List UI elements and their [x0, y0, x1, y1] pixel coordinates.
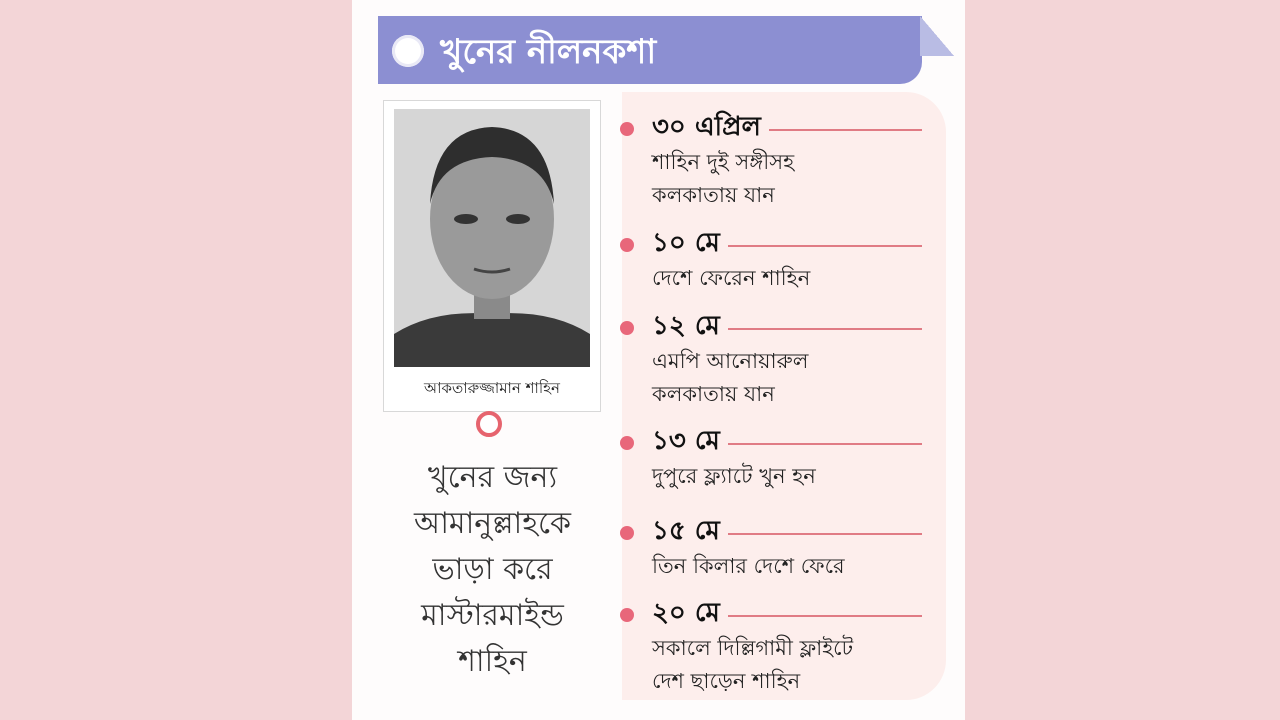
desc-line: এমপি আনোয়ারুল [652, 349, 809, 373]
timeline [622, 92, 946, 700]
desc-line: দেশে ফেরেন শাহিন [652, 266, 811, 290]
desc-line: দুপুরে ফ্ল্যাটে খুন হন [652, 464, 816, 488]
bullet-icon [620, 526, 634, 540]
ring-marker-icon [476, 411, 502, 437]
desc-line: শাহিন দুই সঙ্গীসহ [652, 150, 795, 174]
event-description [652, 550, 845, 583]
event-description [652, 632, 853, 698]
event-description [652, 262, 810, 295]
event-date: ১৩ মে [652, 420, 728, 464]
event-description [652, 460, 816, 493]
desc-line: দেশ ছাড়েন শাহিন [652, 669, 801, 693]
bullet-icon [620, 608, 634, 622]
desc-line: সকালে দিল্লিগামী ফ্লাইটে [652, 636, 854, 660]
summary-text [380, 455, 605, 685]
event-date: ১০ মে [652, 222, 728, 266]
portrait-photo [394, 109, 590, 367]
summary-line: শাহিন [458, 644, 527, 679]
person-silhouette-icon [394, 109, 590, 367]
desc-line: কলকাতায় যান [652, 183, 775, 207]
bullet-icon [620, 321, 634, 335]
infographic-title: খুনের নীলনকশা [440, 32, 657, 72]
summary-line: মাস্টারমাইন্ড [421, 598, 564, 633]
event-date: ১৫ মে [652, 510, 728, 554]
portrait-frame [383, 100, 601, 412]
event-description [652, 146, 794, 212]
event-description [652, 345, 808, 411]
desc-line: তিন কিলার দেশে ফেরে [652, 554, 845, 578]
summary-line: আমানুল্লাহকে [413, 506, 572, 541]
bullet-icon [620, 122, 634, 136]
event-date: ৩০ এপ্রিল [652, 106, 769, 150]
header-circle-icon [392, 35, 424, 67]
bullet-icon [620, 436, 634, 450]
summary-line: ভাড়া করে [432, 552, 553, 587]
event-date: ১২ মে [652, 305, 728, 349]
portrait-caption: আকতারুজ্জামান শাহিন [424, 379, 560, 397]
desc-line: কলকাতায় যান [652, 382, 775, 406]
banner-fold [920, 16, 954, 56]
summary-line: খুনের জন্য [427, 460, 558, 495]
bullet-icon [620, 238, 634, 252]
event-date: ২০ মে [652, 592, 728, 636]
